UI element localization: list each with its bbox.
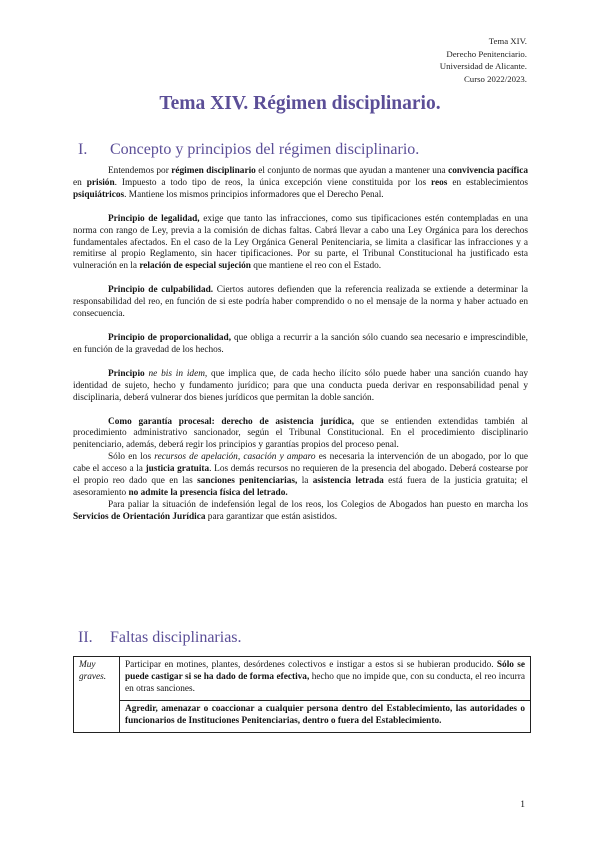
section-heading-2: [78, 629, 538, 647]
section-1-body: [73, 166, 528, 524]
table-row: [74, 657, 531, 701]
section-title: Faltas disciplinarias.: [110, 629, 242, 646]
paragraph-proporcionalidad: Principio de proporcionalidad, que obliga a recurrir a la sanción sólo cuando sea necesario e imprescindible, en función de la gravedad de los hechos.: [73, 332, 529, 355]
falta-cell: Agredir, amenazar o coaccionar a cualquier persona dentro del Establecimiento, las autoridades o funcionarios de Instituciones Penitenciarias, dentro o fuera del Establecimiento.: [120, 700, 531, 732]
paragraph-intro: Entendemos por régimen disciplinario el conjunto de normas que ayudan a mantener una convivencia pacífica en prisión. Impuesto a todo tipo de reos, la única excepción viene constituida por los reos en establecimientos psiquiátricos. Mantiene los mismos principios informadores que el Derecho Penal.: [73, 166, 529, 200]
falta-cell: Participar en motines, plantes, desórdenes colectivos e instigar a estos si se hubieran producido. Sólo se puede castigar si se ha dado de forma efectiva, hecho que no impide que, con su conducta, el reo incurra en otras sanciones.: [120, 657, 531, 701]
paragraph-culpabilidad: Principio de culpabilidad. Ciertos autores defienden que la referencia realizada se extiende a determinar la responsabilidad del reo, en función de si este podría haber comprendido o no el mensaje de la norma y haber actuado en consecuencia.: [73, 285, 528, 320]
paragraph-recursos: Sólo en los recursos de apelación, casación y amparo es necesaria la intervención de un abogado, por lo que cabe el acceso a la justicia gratuita. Los demás recursos no requieren de la presencia del abogado. Deberá costearse por el propio reo dado que en las sanciones penitenciarias, la asistencia letrada está fuera de la justicia gratuita; el asesoramiento no admite la presencia física del letrado.: [73, 452, 529, 498]
section-number: I.: [78, 141, 88, 158]
header-topic: Tema XIV.: [488, 36, 527, 46]
table-row: [74, 700, 531, 732]
paragraph-ne-bis-in-idem: Principio ne bis in idem, que implica que, de cada hecho ilícito sólo puede haber una sanción cuando hay identidad de sujeto, hecho y fundamento jurídico; para que una conducta pueda derivar en responsabilidad penal y disciplinaria, deberá vulnerar dos bienes jurídicos que permitan la doble sanción.: [73, 368, 528, 403]
paragraph-garantia-procesal: Como garantía procesal: derecho de asistencia jurídica, que se entienden extendidas también al procedimiento administrativo sancionador, según el Tribunal Constitucional. En el procedimiento disciplinario penitenciario, además, deberá regir los principios y garantías propios del proceso penal.: [73, 416, 528, 451]
category-cell: Muy graves.: [74, 657, 120, 733]
section-heading-1: [78, 141, 538, 159]
section-number: II.: [78, 629, 93, 646]
faltas-table: [73, 656, 531, 733]
paragraph-legalidad: Principio de legalidad, exige que tanto las infracciones, como sus tipificaciones estén contempladas en una norma con rango de Ley, previa a la comisión de dichas faltas. Cabrá llevar a cabo una Ley Orgánica para los derechos fundamentales afectados. En el caso de la Ley Orgánica General Penitenciaria, se limita a clasificar las infracciones y a remitirse al propio Reglamento, sin hacer tipificaciones. Por su parte, el Tribunal Constitucional ha justificado esta vulneración en la relación de especial sujeción que mantiene el reo con el Estado.: [73, 213, 528, 272]
header-university: Universidad de Alicante.: [439, 61, 527, 72]
page-title: Tema XIV. Régimen disciplinario.: [159, 93, 441, 114]
section-title: Concepto y principios del régimen disciplinario.: [110, 141, 420, 158]
paragraph-orientacion-juridica: Para paliar la situación de indefensión legal de los reos, los Colegios de Abogados han puesto en marcha los Servicios de Orientación Jurídica para garantizar que están asistidos.: [73, 499, 528, 522]
header-course: Curso 2022/2023.: [463, 73, 527, 84]
document-header: [367, 35, 527, 85]
header-subject: Derecho Penitenciario.: [446, 48, 527, 59]
page-number: 1: [520, 800, 525, 810]
